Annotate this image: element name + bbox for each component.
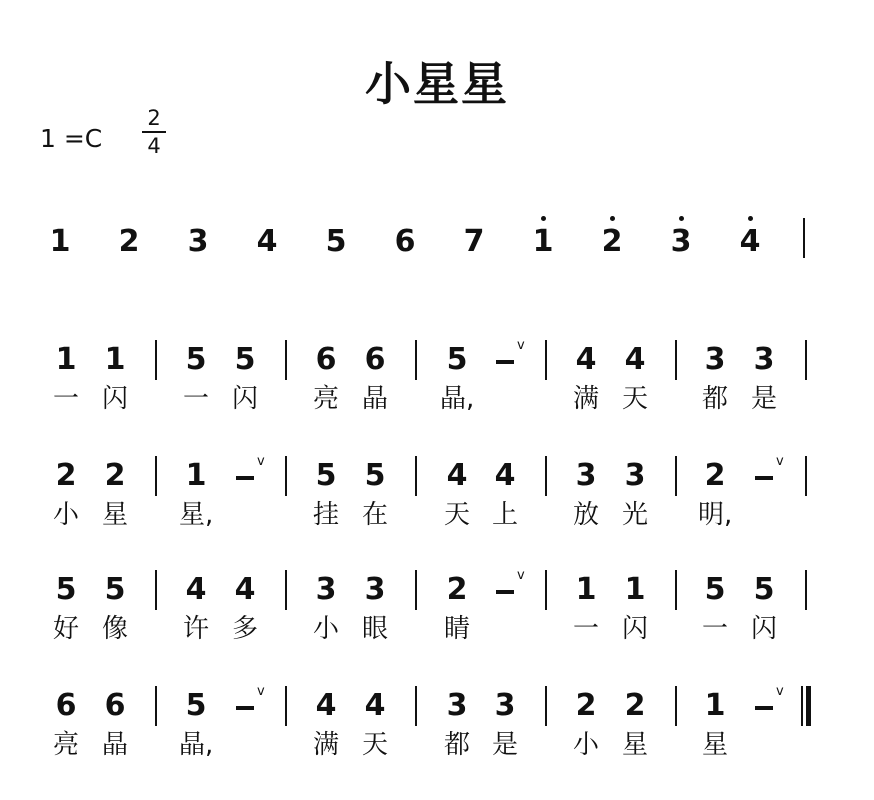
lyric: 许	[182, 614, 209, 644]
lyric: 都	[701, 384, 728, 414]
lyric: 闪	[101, 384, 128, 414]
lyric: 满	[312, 730, 339, 760]
note: 4	[185, 572, 207, 607]
barline	[545, 456, 547, 496]
barline	[415, 570, 417, 610]
breath-mark: v	[517, 338, 525, 353]
hold-dash	[496, 590, 514, 594]
barline	[155, 570, 157, 610]
lyric: 小	[572, 730, 599, 760]
barline	[415, 456, 417, 496]
note: 5	[446, 342, 468, 377]
note: 5	[104, 572, 126, 607]
note: 3	[624, 458, 646, 493]
breath-mark: v	[776, 684, 784, 699]
note: 5	[55, 572, 77, 607]
score-line	[0, 686, 874, 776]
hold-dash	[496, 360, 514, 364]
hold-dash	[755, 476, 773, 480]
barline	[545, 340, 547, 380]
breath-mark: v	[517, 568, 525, 583]
hold-dash	[236, 476, 254, 480]
note: 2	[55, 458, 77, 493]
lyric: 天	[443, 500, 470, 530]
song-title: 小星星	[365, 57, 509, 111]
score-line	[0, 570, 874, 660]
lyric: 天	[621, 384, 648, 414]
time-signature-bar	[142, 131, 166, 133]
barline	[415, 340, 417, 380]
lyric: 多	[231, 614, 258, 644]
lyric: 星	[621, 730, 648, 760]
time-signature	[142, 106, 166, 158]
note: 4	[315, 688, 337, 723]
scale-row	[0, 222, 874, 266]
breath-mark: v	[257, 454, 265, 469]
breath-mark: v	[257, 684, 265, 699]
lyric: 上	[491, 500, 518, 530]
note: 5	[234, 342, 256, 377]
note: 1	[624, 572, 646, 607]
lyric: 睛	[443, 614, 470, 644]
lyric: 闪	[750, 614, 777, 644]
lyric: 在	[361, 500, 388, 530]
note: 3	[315, 572, 337, 607]
note: 4	[234, 572, 256, 607]
high-octave-dot	[679, 216, 684, 221]
note: 2	[446, 572, 468, 607]
score-line	[0, 456, 874, 546]
barline	[675, 456, 677, 496]
lyric: 天	[361, 730, 388, 760]
high-octave-dot	[610, 216, 615, 221]
barline	[805, 456, 807, 496]
lyric: 星,	[179, 500, 214, 530]
lyric: 晶,	[440, 384, 475, 414]
barline	[675, 686, 677, 726]
lyric: 晶,	[179, 730, 214, 760]
scale-note: 4	[256, 224, 278, 259]
lyric: 亮	[312, 384, 339, 414]
lyric: 晶	[101, 730, 128, 760]
note: 6	[364, 342, 386, 377]
lyric: 小	[52, 500, 79, 530]
score-line	[0, 340, 874, 430]
barline	[545, 686, 547, 726]
hold-dash	[755, 706, 773, 710]
barline	[805, 340, 807, 380]
lyric: 闪	[231, 384, 258, 414]
note: 3	[704, 342, 726, 377]
scale-note: 3	[187, 224, 209, 259]
lyric: 一	[701, 614, 728, 644]
breath-mark: v	[776, 454, 784, 469]
lyric: 放	[572, 500, 599, 530]
lyric: 星	[101, 500, 128, 530]
note: 3	[446, 688, 468, 723]
lyric: 眼	[361, 614, 388, 644]
scale-note: 5	[325, 224, 347, 259]
note: 4	[494, 458, 516, 493]
hold-dash	[236, 706, 254, 710]
lyric: 亮	[52, 730, 79, 760]
lyric: 满	[572, 384, 599, 414]
barline	[805, 570, 807, 610]
scale-note: 2	[118, 224, 140, 259]
note: 4	[364, 688, 386, 723]
note: 5	[704, 572, 726, 607]
note: 4	[575, 342, 597, 377]
note: 6	[104, 688, 126, 723]
note: 5	[185, 342, 207, 377]
note: 2	[104, 458, 126, 493]
scale-note: 6	[394, 224, 416, 259]
barline	[545, 570, 547, 610]
lyric: 明,	[698, 500, 733, 530]
scale-note: 3	[666, 222, 696, 262]
lyric: 像	[101, 614, 128, 644]
lyric: 小	[312, 614, 339, 644]
note: 2	[575, 688, 597, 723]
note: 1	[55, 342, 77, 377]
time-signature-top: 2	[147, 106, 161, 130]
lyric: 一	[52, 384, 79, 414]
note: 1	[704, 688, 726, 723]
final-barline-thick	[806, 686, 811, 726]
note: 5	[185, 688, 207, 723]
note: 4	[624, 342, 646, 377]
note: 1	[575, 572, 597, 607]
barline	[285, 570, 287, 610]
barline	[285, 340, 287, 380]
lyric: 闪	[621, 614, 648, 644]
scale-note: 1	[528, 222, 558, 262]
final-barline-thin	[801, 686, 803, 726]
note: 2	[624, 688, 646, 723]
note: 6	[315, 342, 337, 377]
note: 3	[364, 572, 386, 607]
lyric: 是	[750, 384, 777, 414]
scale-note: 4	[735, 222, 765, 262]
lyric: 一	[182, 384, 209, 414]
note: 3	[494, 688, 516, 723]
lyric: 都	[443, 730, 470, 760]
note: 6	[55, 688, 77, 723]
note: 1	[185, 458, 207, 493]
lyric: 晶	[361, 384, 388, 414]
note: 2	[704, 458, 726, 493]
high-octave-dot	[748, 216, 753, 221]
barline	[155, 686, 157, 726]
barline	[285, 686, 287, 726]
note: 3	[575, 458, 597, 493]
scale-note: 2	[597, 222, 627, 262]
note: 3	[753, 342, 775, 377]
time-signature-bottom: 4	[147, 134, 161, 158]
note: 5	[753, 572, 775, 607]
scale-note: 1	[49, 224, 71, 259]
note: 5	[315, 458, 337, 493]
note: 5	[364, 458, 386, 493]
barline	[415, 686, 417, 726]
lyric: 一	[572, 614, 599, 644]
barline	[675, 340, 677, 380]
lyric: 星	[701, 730, 728, 760]
high-octave-dot	[541, 216, 546, 221]
lyric: 是	[491, 730, 518, 760]
barline	[155, 456, 157, 496]
scale-barline	[803, 218, 805, 258]
barline	[675, 570, 677, 610]
lyric: 挂	[312, 500, 339, 530]
lyric: 光	[621, 500, 648, 530]
note: 1	[104, 342, 126, 377]
scale-note: 7	[463, 224, 485, 259]
lyric: 好	[52, 614, 79, 644]
note: 4	[446, 458, 468, 493]
key-signature: 1 =C	[40, 124, 103, 153]
barline	[285, 456, 287, 496]
barline	[155, 340, 157, 380]
